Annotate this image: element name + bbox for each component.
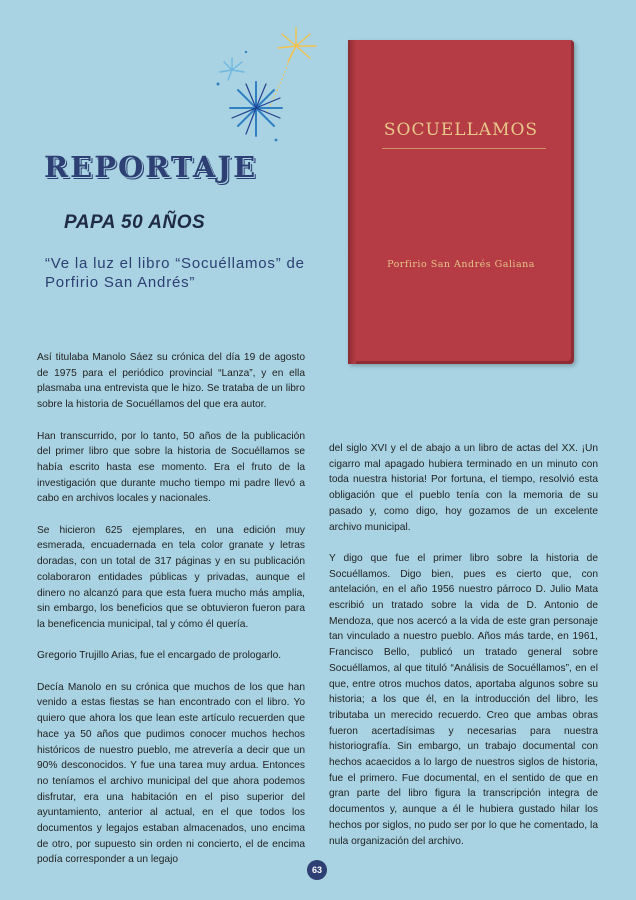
paragraph: Se hicieron 625 ejemplares, en una edición muy esmerada, encuadernada en tela color granate y letras doradas, con un total de 317 páginas y en su publicación colaboraron entidades públicas y privadas, aunque el dinero no alcanzó para que esta fuera mucho más amplia, sin embargo, los beneficios que se obtuvieron fueron para la beneficencia municipal, tal y cómo él quería. — [37, 524, 305, 630]
article-column-left — [37, 350, 305, 868]
paragraph: Así titulaba Manolo Sáez su crónica del día 19 de agosto de 1975 para el periódico provincial “Lanza”, y en ella plasmaba una entrevista que le hizo. Se trataba de un libro sobre la historia de Socuéllamos del que era autor. — [37, 352, 305, 411]
book-author: Porfirio San Andrés Galiana — [387, 259, 535, 270]
book-cover-image — [348, 40, 574, 364]
paragraph: Gregorio Trujillo Arias, fue el encargado de prologarlo. — [37, 650, 282, 662]
page-number: 63 — [307, 860, 327, 880]
paragraph: del siglo XVI y el de abajo a un libro de actas del XX. ¡Un cigarro mal apagado hubiera terminado en un minuto con toda nuestra historia! Por fortuna, el tiempo, resolvió esta obligación que el pueblo tenía con la memoria de su pasado y, como digo, hoy gozamos de un excelente archivo municipal. — [329, 443, 598, 533]
article-headline: “Ve la luz el libro “Socuéllamos” de Porfirio San Andrés” — [45, 255, 305, 291]
paragraph: Han transcurrido, por lo tanto, 50 años de la publicación del primer libro que sobre la historia de Socuéllamos se había escrito hasta ese momento. Era el fruto de la investigación que durante mucho tiempo mi padre llevó a cabo en archivos locales y nacionales. — [37, 430, 305, 505]
book-divider — [382, 148, 546, 149]
fireworks-icon — [206, 22, 336, 162]
paragraph: Y digo que fue el primer libro sobre la historia de Socuéllamos. Digo bien, pues es cierto que, con antelación, en el año 1956 nuestro párroco D. Julio Mata escribió un tratado sobre la vida de D. Antonio de Mendoza, que nos acercó a la vida de este gran personaje tan vinculado a nuestro pueblo. Años más tarde, en 1961, Francisco Bello, publicó un tratado general sobre Socuéllamos, al que tituló “Análisis de Socuéllamos”, en el que, entre otros muchos datos, aportaba algunos sobre su historia; a los que él, en la introducción del libro, les tributaba un merecido recuerdo. Creo que ambas obras fueron acertadísimas y necesarias para nuestra historiografía. Sin embargo, un trabajo documental con hechos acaecidos a lo largo de nuestros siglos de historia, fue el primero. Fue documental, en el sentido de que en gran parte del libro figura la transcripción integra de documentos y, aunque a él le hubiera gustado hilar los hechos por siglos, no pudo ser por lo que he comentado, la nula organización del archivo. — [329, 552, 598, 847]
article-kicker: PAPA 50 AÑOS — [64, 212, 206, 233]
paragraph: Decía Manolo en su crónica que muchos de los que han venido a estas fiestas se han encontrado con el libro. Yo quiero que ahora los que lean este artículo recuerden que hace ya 50 años que pudimos conocer muchos hechos históricos de nuestro pueblo, me atrevería a decir que un 90% desconocidos. Y fue una tarea muy ardua. Entonces no teníamos el archivo municipal del que ahora podemos disfrutar, era una habitación en el piso superior del ayuntamiento, anterior al actual, en el que todos los documentos y legajos estaban almacenados, uno encima de otro, por supuesto sin orden ni concierto, el de encima podía corresponder a un legajo — [37, 681, 305, 866]
book-title: SOCUELLAMOS — [383, 120, 539, 140]
article-column-right — [329, 441, 598, 849]
section-title: REPORTAJE — [44, 150, 258, 184]
book-spine — [348, 40, 356, 364]
